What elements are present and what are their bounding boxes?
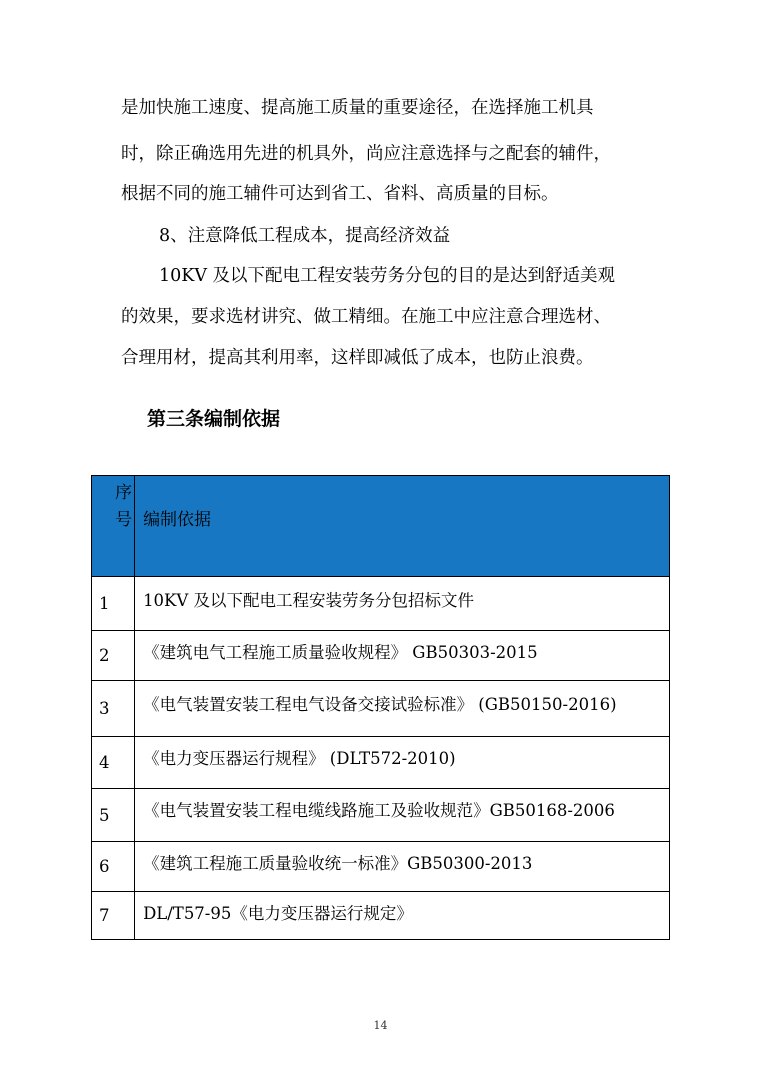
- header-cell-no: [92, 476, 135, 577]
- row-number: 1: [92, 577, 135, 631]
- row-number: 6: [92, 842, 135, 892]
- row-number: 2: [92, 631, 135, 681]
- row-number: 4: [92, 737, 135, 789]
- row-basis: 《建筑工程施工质量验收统一标准》GB50300-2013: [135, 842, 670, 892]
- row-basis: 《电力变压器运行规程》 (DLT572-2010): [135, 737, 670, 789]
- table-row: [92, 737, 670, 789]
- section-heading: 第三条编制依据: [147, 408, 281, 430]
- table-row: [92, 892, 670, 940]
- paragraph-line: 的效果，要求选材讲究、做工精细。在施工中应注意合理选材、: [121, 307, 611, 327]
- paragraph-line: 合理用材，提高其利用率，这样即减低了成本，也防止浪费。: [121, 348, 594, 368]
- table-row: [92, 681, 670, 737]
- paragraph-line: 是加快施工速度、提高施工质量的重要途径，在选择施工机具: [121, 98, 594, 118]
- row-basis: DL/T57-95《电力变压器运行规定》: [135, 892, 670, 940]
- paragraph-line: 根据不同的施工辅件可达到省工、省料、高质量的目标。: [121, 184, 559, 204]
- table-header-row: [92, 476, 670, 577]
- page-number: 14: [373, 1019, 388, 1032]
- header-no-char: 号: [115, 510, 133, 530]
- row-basis: 《建筑电气工程施工质量验收规程》 GB50303-2015: [135, 631, 670, 681]
- row-number: 3: [92, 681, 135, 737]
- header-cell-basis: [135, 476, 670, 577]
- header-basis-label: 编制依据: [143, 510, 212, 530]
- header-no-char: 序: [115, 483, 133, 503]
- table-row: [92, 577, 670, 631]
- row-number: 5: [92, 789, 135, 842]
- paragraph-line: 时，除正确选用先进的机具外，尚应注意选择与之配套的辅件，: [121, 144, 611, 164]
- row-basis: 10KV 及以下配电工程安装劳务分包招标文件: [135, 577, 670, 631]
- table-row: [92, 842, 670, 892]
- row-basis: 《电气装置安装工程电缆线路施工及验收规范》GB50168-2006: [135, 789, 670, 842]
- table-row: [92, 789, 670, 842]
- basis-table: [91, 475, 670, 940]
- row-basis: 《电气装置安装工程电气设备交接试验标准》 (GB50150-2016): [135, 681, 670, 737]
- row-number: 7: [92, 892, 135, 940]
- table-row: [92, 631, 670, 681]
- paragraph-line: 8、注意降低工程成本，提高经济效益: [159, 226, 451, 246]
- paragraph-line: 10KV 及以下配电工程安装劳务分包的目的是达到舒适美观: [159, 266, 616, 286]
